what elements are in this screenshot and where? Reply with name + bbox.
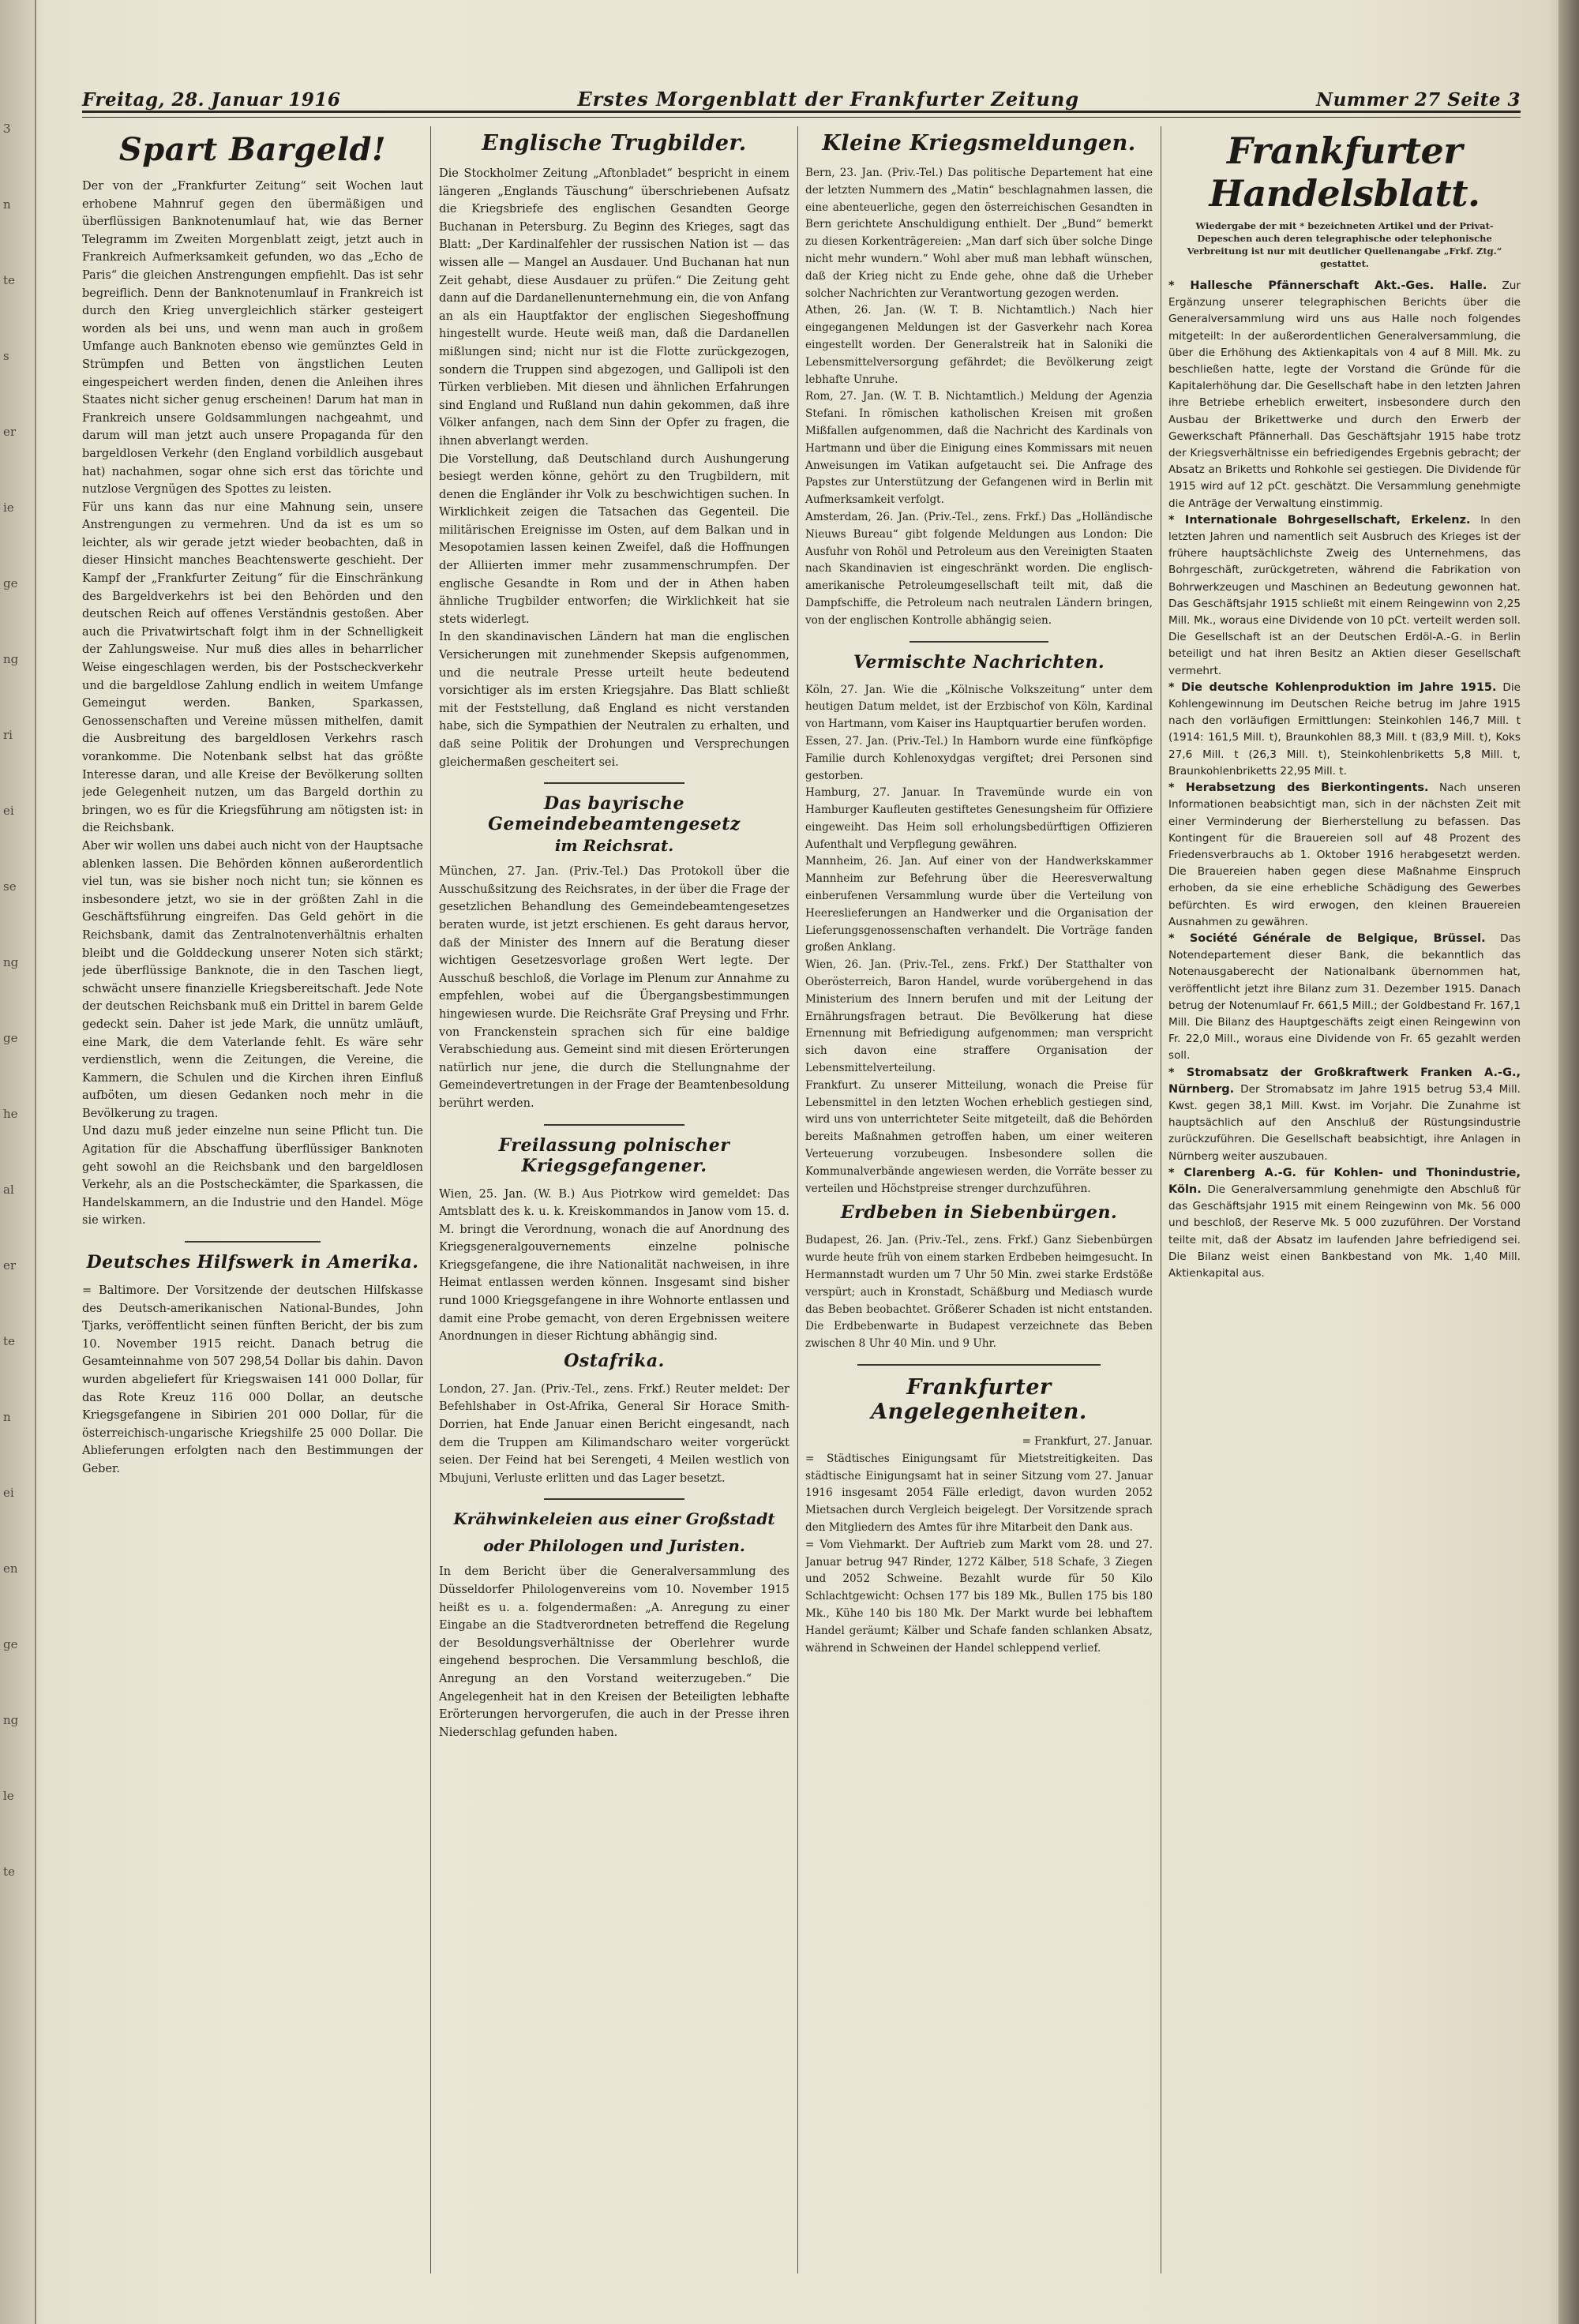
article-headline: Kleine Kriegsmeldungen. (822, 131, 1136, 156)
business-item-text: Zur Ergänzung unserer telegraphischen Berichts über die Generalversammlung wird uns aus Halle noch folgendes mitgeteilt: In der außerordentlichen Generalversammlung, die über die Erhöhung des Aktienkapitals von 4 auf 8 Mill. Mk. zu beschließen hatte, legte der Vorstand die Gründe für die Kapitalerhöhung dar. Die Gesellschaft habe in den letzten Jahren ihre Betriebe erheblich erweitert, insbesondere durch den Ausbau der Brikettwerke und durch den Erwerb der Gewerkschaft Pfännerhall. Das Geschäftsjahr 1915 habe trotz der Kriegsverhältnisse ein befriedigendes Ergebnis gebracht; der Absatz an Briketts und Rohkohle sei gestiegen. Die Dividende für 1915 wird auf 12 pCt. geschätzt. Die Versammlung genehmigte die Anträge der Verwaltung einstimmig. (1168, 279, 1521, 510)
article-paragraph: = Vom Viehmarkt. Der Auftrieb zum Markt vom 28. und 27. Januar betrug 947 Rinder, 1272 Kälber, 518 Schafe, 3 Ziegen und 2052 Schweine. Bezahlt wurde für 50 Kilo Schlachtgewicht: Ochsen 177 bis 189 Mk., Bullen 175 bis 180 Mk., Kühe 140 bis 180 Mk. Der Markt wurde bei lebhaftem Handel geräumt; Kälber und Schafe fanden schlanken Absatz, während in Schweinen der Handel schleppend verlief. (805, 1538, 1153, 1655)
business-item (1168, 512, 1521, 680)
article-paragraph: Köln, 27. Jan. Wie die „Kölnische Volkszeitung“ unter dem heutigen Datum meldet, ist der Erzbischof von Köln, Kardinal von Hartmann, vom Kaiser ins Hauptquartier berufen worden. (805, 683, 1153, 731)
masthead-divider (82, 117, 1521, 118)
business-item-title: * Stromabsatz der Großkraftwerk Franken A.-G., Nürnberg. (1168, 1066, 1521, 1096)
article-headline: Erdbeben in Siebenbürgen. (840, 1202, 1118, 1224)
article-paragraph: Frankfurt. Zu unserer Mitteilung, wonach die Preise für Lebensmittel in den letzten Wochen erheblich gestiegen sind, wird uns von unterrichteter Seite mitgeteilt, daß die Behörden bereits Maßnahmen getroffen haben, um einer weiteren Verteuerung vorzubeugen. Insbesondere sollen die Kommunalverbände angewiesen werden, die Vorräte besser zu verteilen und Höchstpreise strenger durchzuführen. (805, 1078, 1153, 1195)
masthead (82, 79, 1521, 113)
facing-page-text-fragment: en (3, 1561, 18, 1576)
handelsblatt-notice: Wiedergabe der mit * bezeichneten Artikel und der Privat-Depeschen auch deren telegraphische oder telephonische Verbreitung ist nur mit deutlicher Quellenangabe „Frkf. Ztg.“ gestattet. (1187, 220, 1502, 269)
section-divider (544, 1124, 684, 1126)
facing-page-text-fragment: er (3, 425, 17, 439)
article-headline: Krähwinkeleien aus einer Großstadt (453, 1509, 775, 1529)
article-headline: Englische Trugbilder. (482, 131, 747, 156)
business-item-title: * Herabsetzung des Bierkontingents. (1168, 782, 1429, 795)
article-paragraph: Budapest, 26. Jan. (Priv.-Tel., zens. Frkf.) Ganz Siebenbürgen wurde heute früh von einem starken Erdbeben heimgesucht. In Hermannstadt wurden um 7 Uhr 50 Min. zwei starke Erdstöße verspürt; auch in Kronstadt, Schäßburg und Mediasch wurde das Beben beobachtet. Größerer Schaden ist nicht entstanden. Die Erdbebenwarte in Budapest verzeichnete das Beben zwischen 8 Uhr 40 Min. und 9 Uhr. (805, 1234, 1153, 1351)
column-4-handelsblatt (1168, 126, 1521, 2281)
business-item (1168, 931, 1521, 1065)
section-headline: Frankfurter Angelegenheiten. (871, 1375, 1087, 1424)
column-2 (439, 126, 790, 2281)
business-item-text: Das Notendepartement dieser Bank, die bekanntlich das Notenausgaberecht der Nationalbank übernommen hat, veröffentlicht jetzt ihre Bilanz zum 31. Dezember 1915. Danach betrug der Notenumlauf Fr. 661,5 Mill.; der Goldbestand Fr. 167,1 Mill. Die Bilanz des Hauptgeschäfts zeigt einen Reingewinn von Fr. 22,0 Mill., woraus eine Dividende von Fr. 65 gezahlt werden soll. (1168, 931, 1521, 1063)
business-item-text: In den letzten Jahren und namentlich seit Ausbruch des Krieges ist der frühere hauptsächlichste Zweig des Unternehmens, das Bohrgeschäft, zurückgetreten, während die Fabrikation von Bohrwerkzeugen und Maschinen an Bedeutung gewonnen hat. Das Geschäftsjahr 1915 schließt mit einem Reingewinn von 2,25 Mill. Mk., woraus eine Dividende von 10 pCt. verteilt werden soll. Die Gesellschaft ist an der Deutschen Erdöl-A.-G. in Berlin beteiligt und hat ihren Besitz an Aktien dieser Gesellschaft vermehrt. (1168, 513, 1521, 677)
page-binding-edge (1558, 0, 1579, 2324)
facing-page-text-fragment: le (3, 1789, 14, 1803)
article-headline: Freilassung polnischer Kriegsgefangener. (498, 1134, 730, 1176)
facing-page-text-fragment: ei (3, 1486, 14, 1500)
article-paragraph: Aber wir wollen uns dabei auch nicht von der Hauptsache ablenken lassen. Die Behörden können außerordentlich viel tun, was sie bisher noch nicht tun; sie können es insbesondere jetzt, wo sie in der größten Zahl in die Geschäftsführung eingreifen. Das Geld gehört in die Reichsbank, damit das Zentralnotenverhältnis erhalten bleibt und die Golddeckung unserer Noten sich stärkt; jede überflüssige Banknote, die in den Taschen liegt, schwächt unsere finanzielle Kriegsbereitschaft. Jede Note der deutschen Reichsbank muß ein Drittel in barem Gelde gedeckt sein. Daher ist jede Mark, die unnütz umläuft, eine Mark, die dem Vaterlande fehlt. Es wäre sehr verdienstlich, wenn die Zeitungen, die Vereine, die Kammern, die Schulen und die Kirchen ihren Einfluß aufböten, um diesen Gedanken noch mehr in die Bevölkerung zu tragen. (82, 839, 423, 1120)
business-item-title: * Internationale Bohrgesellschaft, Erkelenz. (1168, 513, 1471, 527)
business-item (1168, 680, 1521, 780)
facing-page-text-fragment: 3 (3, 122, 11, 136)
business-item-text: Die Generalversammlung genehmigte den Abschluß für das Geschäftsjahr 1915 mit einem Reingewinn von Mk. 56 000 und beschloß, der Reserve Mk. 5 000 zuzuführen. Der Vorstand teilte mit, daß der Absatz im laufenden Jahre befriedigend sei. Die Bilanz weist einen Bankbestand von Mk. 1,40 Mill. Aktienkapital aus. (1168, 1183, 1521, 1280)
business-item-text: Die Kohlengewinnung im Deutschen Reiche betrug im Jahre 1915 nach den vorläufigen Ermittlungen: Steinkohlen 146,7 Mill. t (1914: 161,5 Mill. t), Braunkohlen 88,3 Mill. t (83,9 Mill. t), Koks 27,6 Mill. t (26,3 Mill. t), Steinkohlenbriketts 5,8 Mill. t, Braunkohlenbriketts 22,95 Mill. t. (1168, 680, 1521, 778)
facing-page-text-fragment: he (3, 1107, 18, 1121)
business-item-text: Nach unseren Informationen beabsichtigt man, sich in der nächsten Zeit mit einer Verminderung der Bierherstellung zu befassen. Das Kontingent für die Brauereien soll auf 48 Prozent des Friedensverbrauchs ab 1. Oktober 1916 herabgesetzt werden. Die Brauereien haben gegen diese Maßnahme Einspruch erhoben, da sie eine erhebliche Schädigung des Gewerbes befürchten. Es wird erwogen, den kleinen Brauereien Ausnahmen zu gewähren. (1168, 782, 1521, 928)
article-headline: Deutsches Hilfswerk in Amerika. (86, 1252, 419, 1273)
facing-page-text-fragment: te (3, 273, 15, 287)
article-paragraph: Bern, 23. Jan. (Priv.-Tel.) Das politische Departement hat eine der letzten Nummern des „Matin“ beschlagnahmen lassen, die eine abenteuerliche, gegen den österreichischen Gesandten in Bern gerichtete Anschuldigung enthielt. Der „Bund“ bemerkt zu diesen Korkenträgereien: „Man darf sich über solche Dinge nicht mehr wundern.“ Wohl aber muß man lebhaft wünschen, daß der Krieg nicht zu Ende gehe, ohne daß die Urheber solcher Nachrichten zur Verantwortung gezogen werden. (805, 167, 1153, 300)
article-headline: Vermischte Nachrichten. (853, 651, 1105, 673)
article-paragraph: Amsterdam, 26. Jan. (Priv.-Tel., zens. Frkf.) Das „Holländische Nieuws Bureau“ gibt folgende Meldungen aus London: Die Ausfuhr von Rohöl und Petroleum aus den Vereinigten Staaten nach Skandinavien ist eingeschränkt worden. Die englisch-amerikanische Petroleumgesellschaft teilt mit, daß die Dampfschiffe, die Petroleum nach neutralen Ländern bringen, von der englischen Kontrolle abhängig seien. (805, 510, 1153, 627)
article-headline: Spart Bargeld! (118, 131, 387, 168)
business-item (1168, 780, 1521, 931)
facing-page-text-fragment: er (3, 1258, 17, 1273)
article-paragraph: = Baltimore. Der Vorsitzende der deutschen Hilfskasse des Deutsch-amerikanischen National-Bundes, John Tjarks, veröffentlicht seinen fünften Bericht, der bis zum 10. November 1915 reicht. Danach betrug die Gesamteinnahme von 507 298,54 Dollar bis dahin. Davon wurden abgeliefert für Kriegswaisen 141 000 Dollar, für das Rote Kreuz 116 000 Dollar, an deutsche Kriegsgefangene in Sibirien 201 000 Dollar, für die österreichisch-ungarische Kriegshilfe 25 000 Dollar. Die Ablieferungen erfolgten nach den Bestimmungen der Geber. (82, 1284, 423, 1475)
article-paragraph: = Städtisches Einigungsamt für Mietstreitigkeiten. Das städtische Einigungsamt hat in seiner Sitzung vom 27. Januar 1916 insgesamt 2054 Fälle erledigt, davon wurden 2052 Mietsachen durch Vergleich beigelegt. Der Vorsitzende sprach den Mitgliedern des Amtes für ihre Mitarbeit den Dank aus. (805, 1452, 1153, 1534)
facing-page-text-fragment: ng (3, 955, 19, 969)
section-divider (544, 1498, 684, 1500)
facing-page-text-fragment: ge (3, 1031, 18, 1045)
article-paragraph: Rom, 27. Jan. (W. T. B. Nichtamtlich.) Meldung der Agenzia Stefani. In römischen katholischen Kreisen mit großen Mißfallen aufgenommen, daß die Nachricht des Kardinals von Hartmann und über die Einigung eines Kommissars mit neuen Anweisungen im Vatikan aufgetaucht sei. Die Anfrage des Papstes zur Unterstützung der Gefangenen wird in Berlin mit Aufmerksamkeit verfolgt. (805, 390, 1153, 507)
article-paragraph: Hamburg, 27. Januar. In Travemünde wurde ein von Hamburger Kaufleuten gestiftetes Genesungsheim für Offiziere eingeweiht. Das Heim soll erholungsbedürftigen Offizieren Aufenthalt und Verpflegung gewähren. (805, 786, 1153, 851)
column-3 (805, 126, 1153, 2281)
facing-page-text-fragment: n (3, 1410, 11, 1424)
facing-page-text-fragment: ri (3, 728, 13, 742)
article-paragraph: Der von der „Frankfurter Zeitung“ seit Wochen laut erhobene Mahnruf gegen den übermäßigen und überflüssigen Banknotenumlauf hat, wie das Berner Telegramm im Zweiten Morgenblatt zeigt, jetzt auch in Frankreich Aufmerksamkeit gefunden, wo das „Echo de Paris“ die gleichen Anstrengungen empfiehlt. Das ist sehr begreiflich. Denn der Banknotenumlauf in Frankreich ist durch den Krieg unvergleichlich stärker gesteigert worden als bei uns, und wenn man auch in großem Umfange auch Banknoten ebenso wie gemünztes Geld in Strümpfen und Betten von ängstlichen Leuten eingespeichert werden finden, denen die Anleihen ihres Staates nicht sicher genug erscheinen! Darum hat man in Frankreich unsere Goldsammlungen nachgeahmt, und darum will man jetzt auch unsere Propaganda für den bargeldlosen Verkehr (den England vorbildlich ausgebaut hat) nachahmen, sogar ohne sich erst das törichte und nutzlose Vergnügen des Spottes zu leisten. (82, 180, 423, 497)
article-subheadline: im Reichsrat. (554, 836, 674, 856)
column-1 (82, 126, 423, 2281)
column-divider (797, 126, 798, 2273)
section-divider (544, 782, 684, 784)
article-paragraph: London, 27. Jan. (Priv.-Tel., zens. Frkf.) Reuter meldet: Der Befehlshaber in Ost-Afrika, General Sir Horace Smith-Dorrien, hat Ende Januar einen Bericht eingesandt, nach dem die Truppen am Kilimandscharo weiter vorgerückt seien. Der Feind hat bei Serengeti, 4 Meilen westlich von Mbujuni, Verluste erlitten und das Lager besetzt. (439, 1382, 790, 1485)
masthead-date: Freitag, 28. Januar 1916 (82, 89, 341, 111)
article-paragraph: Die Vorstellung, daß Deutschland durch Aushungerung besiegt werden könne, gehört zu den Trugbildern, mit denen die Engländer ihr Volk zu beschwichtigen suchen. In Wirklichkeit zeigen die Tatsachen das Gegenteil. Die militärischen Ereignisse im Osten, auf dem Balkan und in Mesopotamien lassen keinen Zweifel, daß die Hoffnungen der Alliierten immer mehr zusammenschrumpfen. Der englische Gesandte in Rom und der in Athen haben ähnliche Trugbilder entworfen; die Wirklichkeit hat sie stets widerlegt. (439, 452, 790, 626)
business-item (1168, 1065, 1521, 1165)
business-item-title: * Die deutsche Kohlenproduktion im Jahre 1915. (1168, 680, 1497, 694)
masthead-title: Erstes Morgenblatt der Frankfurter Zeitung (577, 88, 1080, 111)
facing-page-text-fragment: ge (3, 1637, 18, 1651)
article-headline: Ostafrika. (564, 1350, 665, 1371)
article-paragraph: Wien, 25. Jan. (W. B.) Aus Piotrkow wird gemeldet: Das Amtsblatt des k. u. k. Kreiskommandos in Janow vom 15. d. M. bringt die Verordnung, wonach die auf Anordnung des Kriegsgeneralgouvernements einzelne polnische Kriegsgefangene, die ihre Nationalität nachweisen, in ihre Heimat entlassen werden können. Insgesamt sind bisher rund 1000 Kriegsgefangene in ihre Wohnorte entlassen und damit eine Probe gemacht, von deren Ergebnissen weitere Anordnungen in dieser Richtung abhängig sind. (439, 1187, 790, 1344)
article-headline: Das bayrische Gemeindebeamtengesetz (488, 793, 741, 835)
facing-page-text-fragment: ng (3, 652, 19, 666)
facing-page-text-fragment: ge (3, 576, 18, 590)
article-paragraph: Mannheim, 26. Jan. Auf einer von der Handwerkskammer Mannheim zur Befehrung über die Heeresverwaltung einberufenen Versammlung wurde über die Verteilung von Heereslieferungen an Handwerker und die Organisation der Lieferungsgenossenschaften verhandelt. Die Vorträge fanden großen Anklang. (805, 855, 1153, 954)
facing-page-text-fragment: n (3, 197, 11, 212)
facing-page-text-fragment: ng (3, 1713, 19, 1727)
business-item-title: * Société Générale de Belgique, Brüssel. (1168, 931, 1486, 945)
facing-page-text-fragment: te (3, 1334, 15, 1348)
article-subheadline: oder Philologen und Juristen. (483, 1536, 745, 1556)
article-paragraph: Essen, 27. Jan. (Priv.-Tel.) In Hamborn wurde eine fünfköpfige Familie durch Kohlenoxydgas vergiftet; drei Personen sind gestorben. (805, 734, 1153, 782)
facing-page-edge (0, 0, 36, 2324)
facing-page-text-fragment: s (3, 349, 9, 363)
facing-page-text-fragment: ie (3, 500, 14, 515)
masthead-page-number: Nummer 27 Seite 3 (1316, 89, 1521, 111)
facing-page-text-fragment: te (3, 1865, 15, 1879)
article-paragraph: München, 27. Jan. (Priv.-Tel.) Das Protokoll über die Ausschußsitzung des Reichsrates, in der über die Frage der gesetzlichen Behandlung des Gemeindebeamtengesetzes beraten wurde, ist jetzt erschienen. Es geht daraus hervor, daß der Minister des Innern auf die Beratung dieser wichtigen Gesetzesvorlage großen Wert legte. Der Ausschuß beschloß, die Vorlage im Plenum zur Annahme zu empfehlen, wobei auf die Übergangsbestimmungen hingewiesen wurde. Die Reichsräte Graf Preysing und Frhr. von Franckenstein sprachen sich für eine baldige Verabschiedung aus. Gemeint sind mit diesen Erörterungen natürlich nur jene, die durch die Stellungnahme der Gemeindevertretungen in der Frage der Beamtenbesoldung berührt werden. (439, 865, 790, 1110)
column-divider (430, 126, 431, 2273)
business-item (1168, 278, 1521, 512)
dateline: = Frankfurt, 27. Januar. (1022, 1435, 1153, 1448)
article-paragraph: In dem Bericht über die Generalversammlung des Düsseldorfer Philologenvereins vom 10. November 1915 heißt es u. a. folgendermaßen: „A. Anregung zu einer Eingabe an die Stadtverordneten betreffend die Regelung der Besoldungsverhältnisse der Oberlehrer wurde eingehend besprochen. Die Versammlung beschloß, die Anregung an den Vorstand weiterzugeben.“ Die Angelegenheit hat in den Kreisen der Beteiligten lebhafte Erörterungen hervorgerufen, die auch in der Presse ihren Niederschlag gefunden haben. (439, 1565, 790, 1739)
business-item-title: * Clarenberg A.-G. für Kohlen- und Thonindustrie, Köln. (1168, 1166, 1521, 1196)
business-item-text: Der Stromabsatz im Jahre 1915 betrug 53,4 Mill. Kwst. gegen 38,1 Mill. Kwst. im Vorjahr. Die Zunahme ist hauptsächlich auf den Anschluß der Rüstungsindustrie zurückzuführen. Die Gesellschaft beabsichtigt, ihre Anlagen in Nürnberg weiter auszubauen. (1168, 1082, 1521, 1163)
facing-page-text-fragment: ei (3, 804, 14, 818)
article-paragraph: Wien, 26. Jan. (Priv.-Tel., zens. Frkf.) Der Statthalter von Oberösterreich, Baron Handel, wurde vorübergehend in das Ministerium des Innern berufen und mit der Leitung der Ernährungsfragen betraut. Die Bevölkerung hat diese Ernennung mit Befriedigung aufgenommen; man verspricht sich davon eine straffere Organisation der Lebensmittelverteilung. (805, 958, 1153, 1075)
facing-page-text-fragment: se (3, 879, 17, 894)
business-item (1168, 1165, 1521, 1282)
article-paragraph: Die Stockholmer Zeitung „Aftonbladet“ bespricht in einem längeren „Englands Täuschung“ überschriebenen Aufsatz die Kriegsbriefe des englischen Gesandten George Buchanan in Petersburg. Zu Beginn des Krieges, sagt das Blatt: „Der Kardinalfehler der russischen Nation ist — das wissen alle — Mangel an Ausdauer. Und Buchanan hat nun Zeit gehabt, diese Ausdauer zu prüfen.“ Die Zeitung geht dann auf die Dardanellenunternehmung ein, die von Anfang an als ein Hauptfaktor der englischen Siegeshoffnung hingestellt wurde. Heute weiß man, daß die Dardanellen mißlungen sind; nicht nur ist die Flotte zurückgezogen, sondern die Truppen sind abgezogen, und Gallipoli ist den Türken verblieben. Mit diesen und ähnlichen Erfahrungen sind England und Rußland nun dahin gekommen, daß ihre Völker anfangen, nach dem Sinn der Opfer zu fragen, die ihnen abverlangt werden. (439, 167, 790, 448)
article-paragraph: Und dazu muß jeder einzelne nun seine Pflicht tun. Die Agitation für die Abschaffung überflüssiger Banknoten geht sowohl an die Reichsbank und den bargeldlosen Verkehr, als an die Postscheckämter, die Sparkassen, die Handelskammern, an die Industrie und den Handel. Möge sie wirken. (82, 1125, 423, 1228)
handelsblatt-title: Frankfurter Handelsblatt. (1209, 129, 1480, 215)
business-item-title: * Hallesche Pfännerschaft Akt.-Ges. Halle. (1168, 279, 1487, 292)
section-divider (910, 641, 1048, 643)
article-paragraph: In den skandinavischen Ländern hat man die englischen Versicherungen mit zunehmender Skepsis aufgenommen, und die neutrale Presse urteilt heute bedeutend vorsichtiger als im ersten Kriegsjahre. Das Blatt schließt mit der Feststellung, daß England es nicht verstanden habe, sich die Sympathien der Neutralen zu erhalten, und daß seine Politik der Drohungen und Versprechungen gleichermaßen gescheitert sei. (439, 631, 790, 769)
facing-page-text-fragment: al (3, 1183, 14, 1197)
section-divider (857, 1364, 1101, 1366)
article-paragraph: Für uns kann das nur eine Mahnung sein, unsere Anstrengungen zu vermehren. Und da ist es um so leichter, als wir gerade jetzt wieder beobachten, daß in dieser Hinsicht manches Beachtenswerte geschieht. Der Kampf der „Frankfurter Zeitung“ für die Einschränkung des Bargeldverkehrs ist bei den Behörden und den deutschen Reich auf offenes Verständnis gestoßen. Aber auch die Privatwirtschaft folgt ihm in der Schnelligkeit der Zahlungsweise. Nur muß dies alles in beharrlicher Weise eingeschlagen werden, bis der Postscheckverkehr und die bargeldlose Zahlung endlich in weitem Umfange Gemeingut werden. Banken, Sparkassen, Genossenschaften und Vereine müssen mithelfen, damit die Ausbreitung des bargeldlosen Verkehrs rasch vorankomme. Die Notenbank selbst hat das größte Interesse daran, und alle Kreise der Bevölkerung sollten jede Gelegenheit nutzen, um das Bargeld dorthin zu bringen, wo es für die Kriegsführung am nötigsten ist: in die Reichsbank. (82, 500, 423, 835)
article-paragraph: Athen, 26. Jan. (W. T. B. Nichtamtlich.) Nach hier eingegangenen Meldungen ist der Gasverkehr nach Korea eingestellt worden. Der Generalstreik hat in Saloniki die Lebensmittelversorgung gefährdet; die Bevölkerung zeigt lebhafte Unruhe. (805, 304, 1153, 386)
section-divider (185, 1241, 321, 1243)
